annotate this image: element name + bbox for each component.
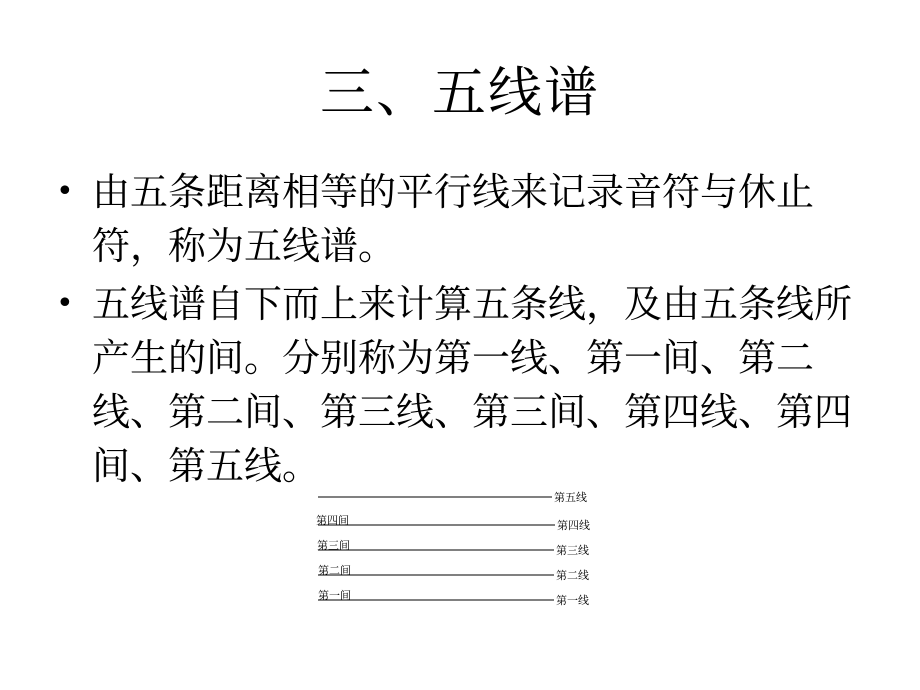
bullet-dot-icon: • xyxy=(56,286,74,321)
staff-line-label: 第四线 xyxy=(557,519,590,532)
bullet-dot-icon: • xyxy=(56,174,74,209)
bullet-list xyxy=(56,165,856,497)
bullet-text: 五线谱自下而上来计算五条线，及由五条线所产生的间。分别称为第一线、第一间、第二线、第二间、第三线、第三间、第四线、第四间、第五线。 xyxy=(92,282,853,488)
staff-space-label: 第二间 xyxy=(318,564,351,577)
staff-space-label: 第三间 xyxy=(317,539,350,552)
slide-title: 三、五线谱 xyxy=(320,61,600,124)
bullet-item xyxy=(56,277,856,493)
bullet-text: 由五条距离相等的平行线来记录音符与休止符，称为五线谱。 xyxy=(92,170,815,268)
staff-line-label: 第五线 xyxy=(554,491,587,504)
staff-line-label: 第一线 xyxy=(556,594,589,607)
staff-diagram xyxy=(312,486,612,611)
staff-space-label: 第一间 xyxy=(318,589,351,602)
bullet-item xyxy=(56,165,856,273)
staff-line-label: 第二线 xyxy=(556,569,589,582)
staff-line-label: 第三线 xyxy=(556,544,589,557)
staff-space-label: 第四间 xyxy=(316,514,349,527)
